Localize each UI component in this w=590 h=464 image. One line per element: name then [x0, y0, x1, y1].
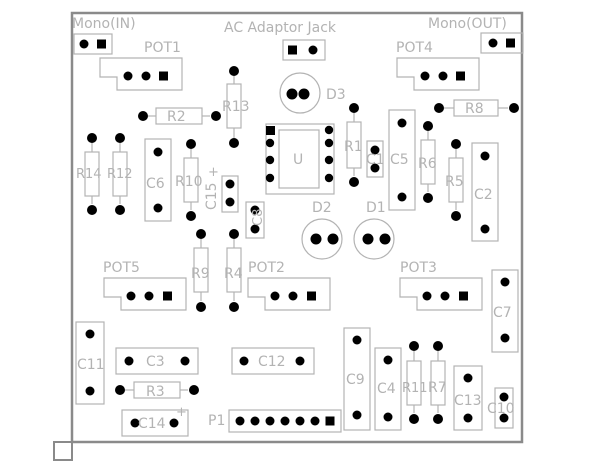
svg-text:POT1: POT1: [144, 40, 181, 56]
c3: [116, 348, 198, 374]
c13: [454, 366, 482, 430]
svg-text:R4: R4: [224, 266, 243, 282]
board-corner-marker: [54, 442, 72, 460]
svg-text:R1: R1: [344, 139, 363, 155]
svg-text:POT5: POT5: [103, 260, 140, 276]
d2: [302, 200, 342, 259]
svg-text:R10: R10: [175, 174, 203, 190]
r11: [402, 341, 428, 424]
svg-text:C1: C1: [366, 152, 385, 168]
pot3: [400, 260, 482, 310]
mono-out-label: Mono(OUT): [428, 16, 507, 32]
svg-text:D1: D1: [366, 200, 386, 216]
r13: [222, 66, 250, 148]
ac-adaptor-jack: [283, 40, 325, 60]
mono-in-jack: [74, 34, 112, 54]
r4: [224, 229, 243, 312]
ac-adaptor-label: AC Adaptor Jack: [224, 20, 337, 36]
r2: [138, 108, 221, 125]
pot5: [103, 260, 186, 310]
r10: [175, 139, 203, 221]
r6: [418, 121, 437, 203]
svg-text:R5: R5: [445, 174, 464, 190]
c1: [366, 141, 385, 177]
svg-text:D3: D3: [326, 87, 346, 103]
pot2: [248, 260, 330, 310]
svg-text:C15: C15: [204, 182, 220, 210]
p1-header: [208, 410, 341, 432]
c7: [492, 270, 518, 352]
svg-text:+: +: [176, 405, 187, 420]
r5: [445, 139, 464, 221]
svg-text:C13: C13: [454, 393, 482, 409]
c12: [232, 348, 314, 374]
mono-in-label: Mono(IN): [72, 16, 136, 32]
c11: [76, 322, 105, 404]
d1: [354, 200, 394, 259]
svg-text:C6: C6: [146, 176, 165, 192]
svg-text:C10: C10: [487, 401, 515, 417]
svg-text:C5: C5: [390, 152, 409, 168]
svg-text:R11: R11: [402, 381, 428, 396]
svg-text:C8: C8: [251, 208, 266, 226]
svg-text:R7: R7: [428, 380, 447, 396]
svg-text:C9: C9: [346, 372, 365, 388]
svg-text:R9: R9: [191, 266, 210, 282]
svg-text:R3: R3: [146, 384, 165, 400]
svg-text:P1: P1: [208, 413, 226, 429]
svg-text:C3: C3: [146, 354, 165, 370]
c9: [344, 328, 370, 430]
c4: [375, 348, 401, 430]
svg-text:C7: C7: [493, 305, 512, 321]
svg-text:C12: C12: [258, 354, 286, 370]
r9: [191, 229, 210, 312]
r12: [107, 133, 133, 215]
svg-text:R13: R13: [222, 99, 250, 115]
c2: [472, 143, 498, 241]
c10: [487, 388, 515, 428]
svg-text:POT3: POT3: [400, 260, 437, 276]
svg-text:C14: C14: [138, 416, 166, 432]
svg-text:+: +: [208, 165, 219, 180]
svg-text:C11: C11: [77, 357, 105, 373]
svg-text:POT4: POT4: [396, 40, 433, 56]
c14: [122, 405, 188, 436]
r1: [344, 103, 363, 187]
svg-text:U: U: [293, 152, 304, 168]
c8: [246, 202, 266, 238]
svg-text:C4: C4: [377, 381, 396, 397]
svg-text:R8: R8: [465, 101, 484, 117]
svg-text:R14: R14: [76, 167, 102, 182]
r8: [434, 100, 519, 117]
svg-text:POT2: POT2: [248, 260, 285, 276]
svg-text:R12: R12: [107, 167, 133, 182]
r14: [76, 133, 102, 215]
c15: [204, 165, 238, 212]
svg-text:C2: C2: [474, 187, 493, 203]
r7: [428, 341, 447, 424]
svg-text:D2: D2: [312, 200, 332, 216]
c5: [389, 110, 415, 210]
d3: [280, 73, 346, 113]
mono-out-jack: [481, 33, 523, 53]
ic-u: [266, 124, 334, 194]
pot4: [396, 40, 479, 90]
svg-text:R6: R6: [418, 156, 437, 172]
svg-text:R2: R2: [167, 109, 186, 125]
r3: [115, 382, 199, 400]
c6: [145, 139, 171, 221]
